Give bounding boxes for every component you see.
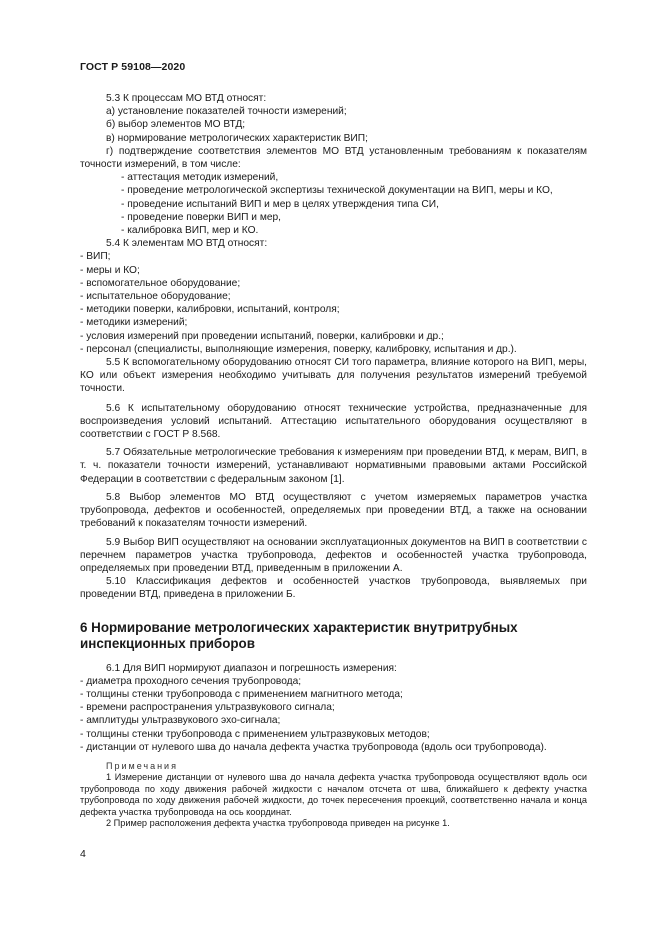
clause-5-5: 5.5 К вспомогательному оборудованию относят СИ того параметра, влияние которого на ВИП, меры, КО или объект измерения необходимо учитывать для получения результатов измерений требуемой точности.: [80, 357, 587, 395]
clause-5-8: 5.8 Выбор элементов МО ВТД осуществляют с учетом измеряемых параметров участка трубопровода, дефектов и особенностей, определяемых при проведении ВТД, а также на основании требований к показателям точности измерений.: [80, 491, 587, 530]
clause-5-7: 5.7 Обязательные метрологические требования к измерениям при проведении ВТД, к мерам, ВИП, в т. ч. показатели точности измерений, устанавливают нормативными правовыми актами Российской Федерации в соответствии с федеральным законом [1].: [80, 447, 587, 485]
list-item: - условия измерений при проведении испытаний, поверки, калибровки и др.;: [80, 330, 444, 342]
clause-5-3-intro: 5.3 К процессам МО ВТД относят:: [106, 93, 267, 104]
list-item: - персонал (специалисты, выполняющие измерения, поверку, калибровку, испытания и др.).: [80, 343, 517, 355]
list-item: - амплитуды ультразвукового эхо-сигнала;: [80, 715, 281, 727]
list-item: - толщины стенки трубопровода с применением ультразвуковых методов;: [80, 728, 430, 740]
note-2: 2 Пример расположения дефекта участка трубопровода приведен на рисунке 1.: [106, 818, 450, 829]
section-6-heading: 6 Нормирование метрологических характеристик внутритрубных инспекционных приборов: [80, 619, 518, 651]
document-header: ГОСТ Р 59108—2020: [80, 61, 186, 73]
list-item: в) нормирование метрологических характеристик ВИП;: [106, 132, 368, 144]
list-item: - проведение испытаний ВИП и мер в целях утверждения типа СИ,: [121, 198, 439, 210]
note-1: 1 Измерение дистанции от нулевого шва до начала дефекта участка трубопровода осуществляют вдоль оси трубопровода по ходу движения рабочей жидкости с началом отсчета от шва, ближайшего к дефекту участка трубопровода по ходу движения рабочей жидкости, до точек пересечения проекций, соответственно начала и конца дефекта участка трубопровода на ось координат.: [80, 771, 587, 817]
clause-5-4-intro: 5.4 К элементам МО ВТД относят:: [106, 238, 268, 250]
clause-6-1-intro: 6.1 Для ВИП нормируют диапазон и погрешность измерения:: [106, 662, 397, 674]
list-item: - времени распространения ультразвукового сигнала;: [80, 702, 335, 714]
sub-list: [80, 171, 587, 237]
list-item: - дистанции от нулевого шва до начала дефекта участка трубопровода (вдоль оси трубопровода).: [80, 741, 547, 753]
list-item: - диаметра проходного сечения трубопровода;: [80, 675, 302, 687]
page-body: [80, 92, 587, 830]
list-item: - меры и КО;: [80, 264, 140, 276]
clause-5-10: 5.10 Классификация дефектов и особенностей участков трубопровода, выявляемых при проведении ВТД, приведена в приложении Б.: [80, 576, 587, 601]
clause-5-6: 5.6 К испытательному оборудованию относят технические устройства, предназначенные для воспроизведения условий испытаний. Аттестацию испытательного оборудования осуществляют в соответствии с ГОСТ Р 8.568.: [80, 402, 587, 441]
list-item: - проведение метрологической экспертизы технической документации на ВИП, меры и КО,: [121, 185, 553, 197]
list-item: - аттестация методик измерений,: [121, 172, 279, 184]
list-item: - методики поверки, калибровки, испытаний, контроля;: [80, 304, 340, 316]
list-item: - проведение поверки ВИП и мер,: [121, 211, 281, 223]
page-number: 4: [80, 848, 86, 860]
list-item: - вспомогательное оборудование;: [80, 277, 241, 289]
list-item: - методики измерений;: [80, 317, 188, 329]
list-item: - испытательное оборудование;: [80, 291, 231, 303]
clause-5-9: 5.9 Выбор ВИП осуществляют на основании эксплуатационных документов на ВИП в соответствии с перечнем параметров участка трубопровода, дефектов и особенностей участка трубопровода, определяемых при проведении ВТД, приведенным в приложении А.: [80, 536, 587, 574]
list-item: б) выбор элементов МО ВТД;: [106, 119, 246, 131]
list-item: - ВИП;: [80, 251, 111, 263]
notes-heading: Примечания: [106, 760, 178, 771]
list-item: г) подтверждение соответствия элементов МО ВТД установленным требованиям к показателям точности измерений, в том числе:: [80, 145, 587, 171]
list-item: - толщины стенки трубопровода с применением магнитного метода;: [80, 688, 403, 700]
list-item: - калибровка ВИП, мер и КО.: [121, 225, 259, 237]
list-item: а) установление показателей точности измерений;: [106, 106, 347, 118]
